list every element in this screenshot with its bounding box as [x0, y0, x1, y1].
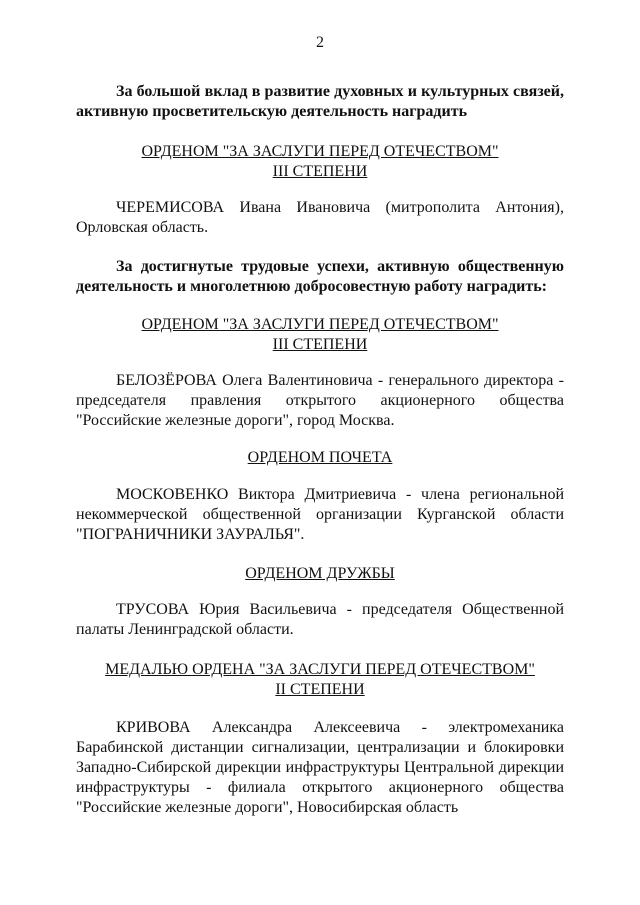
person-entry-3: МОСКОВЕНКО Виктора Дмитриевича - члена региональной некоммерческой общественной организации Курганской области "ПОГРАНИЧНИКИ ЗАУРАЛЬЯ". — [76, 486, 564, 543]
award-degree: III СТЕПЕНИ — [272, 336, 368, 353]
person-entry-2: БЕЛОЗЁРОВА Олега Валентиновича - генерального директора - председателя правления открытого акционерного общества "Российские железные дороги", город Москва. — [76, 372, 564, 429]
award-title: МЕДАЛЬЮ ОРДЕНА "ЗА ЗАСЛУГИ ПЕРЕД ОТЕЧЕСТВОМ" — [105, 661, 535, 678]
decree-text-1: За большой вклад в развитие духовных и культурных связей, активную просветительскую деятельность наградить — [76, 83, 564, 120]
decree-text-2: За достигнутые трудовые успехи, активную общественную деятельность и многолетнюю добросовестную работу наградить: — [76, 258, 564, 295]
person-entry-5: КРИВОВА Александра Алексеевича - электромеханика Барабинской дистанции сигнализации, централизации и блокировки Западно-Сибирской дирекции инфраструктуры Центральной дирекции инфраструктуры - филиала открытого акционерного общества "Российские железные дороги", Новосибирская область — [76, 719, 564, 816]
person-entry-1: ЧЕРЕМИСОВА Ивана Ивановича (митрополита Антония), Орловская область. — [76, 199, 564, 236]
award-heading-1 — [76, 142, 564, 182]
award-title: ОРДЕНОМ "ЗА ЗАСЛУГИ ПЕРЕД ОТЕЧЕСТВОМ" — [141, 143, 499, 160]
award-heading-2 — [76, 315, 564, 355]
award-title: ОРДЕНОМ ПОЧЕТА — [247, 449, 393, 466]
award-title: ОРДЕНОМ ДРУЖБЫ — [245, 565, 395, 582]
award-heading-3 — [76, 448, 564, 468]
award-degree: III СТЕПЕНИ — [272, 163, 368, 180]
award-title: ОРДЕНОМ "ЗА ЗАСЛУГИ ПЕРЕД ОТЕЧЕСТВОМ" — [141, 316, 499, 333]
award-heading-4 — [76, 564, 564, 584]
page-number: 2 — [316, 34, 324, 51]
person-entry-4: ТРУСОВА Юрия Васильевича - председателя Общественной палаты Ленинградской области. — [76, 601, 564, 638]
award-heading-5 — [76, 660, 564, 700]
award-degree: II СТЕПЕНИ — [275, 681, 365, 698]
